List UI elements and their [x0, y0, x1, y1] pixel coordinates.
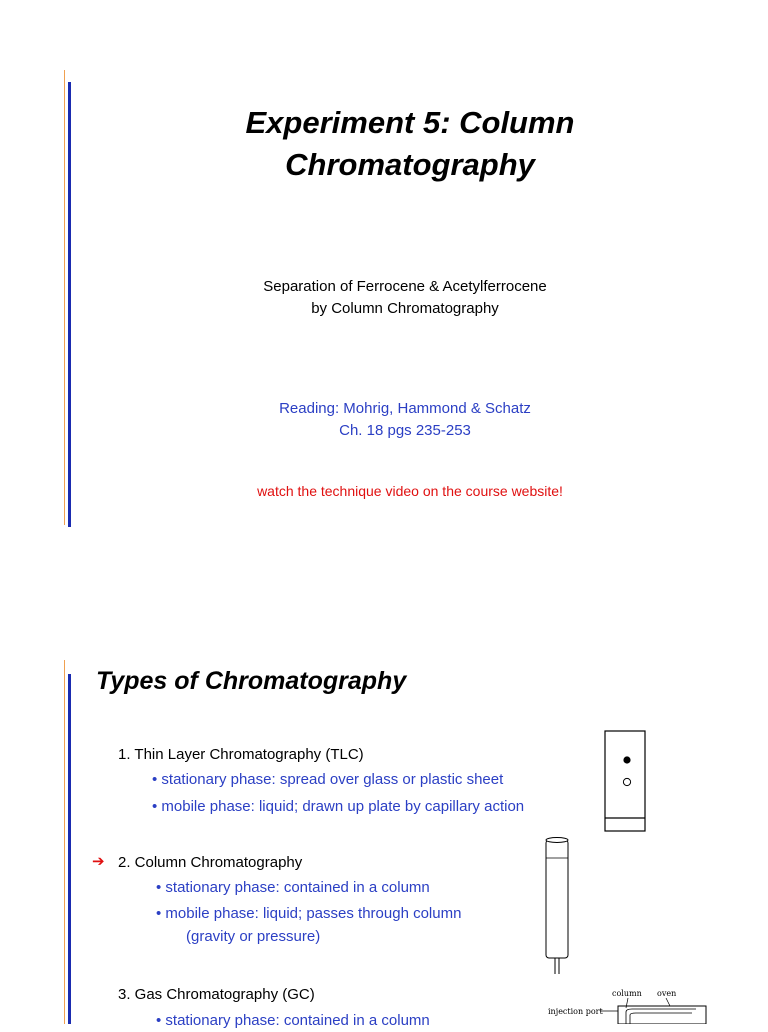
- item-column-point-3: (gravity or pressure): [186, 928, 321, 945]
- item-gc-label: 3. Gas Chromatography (GC): [118, 986, 315, 1003]
- slide-heading: Types of Chromatography: [96, 667, 407, 695]
- gc-oven-pointer: [666, 998, 670, 1006]
- slide-accent-bar-orange: [64, 70, 65, 525]
- gc-label-injection-port: injection port: [548, 1007, 603, 1016]
- slide-accent-bar-blue: [68, 82, 71, 527]
- tlc-spot-dark: [623, 756, 630, 763]
- slide-accent-bar-blue: [68, 674, 71, 1024]
- slide-title: Experiment 5: Column Chromatography: [245, 105, 575, 182]
- reading-line-1: Reading: Mohrig, Hammond & Schatz: [279, 400, 531, 417]
- item-gc-point-1: • stationary phase: contained in a column: [156, 1012, 430, 1029]
- gc-column-coil: [626, 1009, 696, 1024]
- slide-2: [0, 640, 768, 1029]
- item-tlc-point-2: • mobile phase: liquid; drawn up plate by capillary action: [152, 798, 525, 815]
- reading-reference: [130, 398, 680, 442]
- column-diagram: [538, 834, 578, 980]
- item-tlc-point-1: • stationary phase: spread over glass or plastic sheet: [152, 771, 504, 788]
- reading-line-2: Ch. 18 pgs 235-253: [339, 422, 471, 439]
- column-top-rim: [546, 838, 568, 843]
- item-column-point-2: • mobile phase: liquid; passes through column: [156, 905, 462, 922]
- gc-label-column: column: [612, 989, 642, 998]
- item-column-label: 2. Column Chromatography: [118, 854, 303, 871]
- item-tlc-label: 1. Thin Layer Chromatography (TLC): [118, 746, 364, 763]
- subtitle-line-1: Separation of Ferrocene & Acetylferrocene: [263, 278, 547, 295]
- gc-label-oven: oven: [657, 989, 677, 998]
- tlc-spot-light: [623, 778, 630, 785]
- item-column-point-1: • stationary phase: contained in a column: [156, 879, 430, 896]
- gc-diagram: [600, 998, 710, 1024]
- subtitle-line-2: by Column Chromatography: [311, 300, 499, 317]
- current-topic-arrow-icon: ➔: [92, 853, 105, 870]
- slide-accent-bar-orange: [64, 660, 65, 1024]
- tlc-plate-diagram: [604, 730, 648, 834]
- video-note: watch the technique video on the course website!: [257, 483, 563, 499]
- gc-column-coil-inner: [630, 1013, 692, 1024]
- slide-subtitle: [130, 276, 680, 320]
